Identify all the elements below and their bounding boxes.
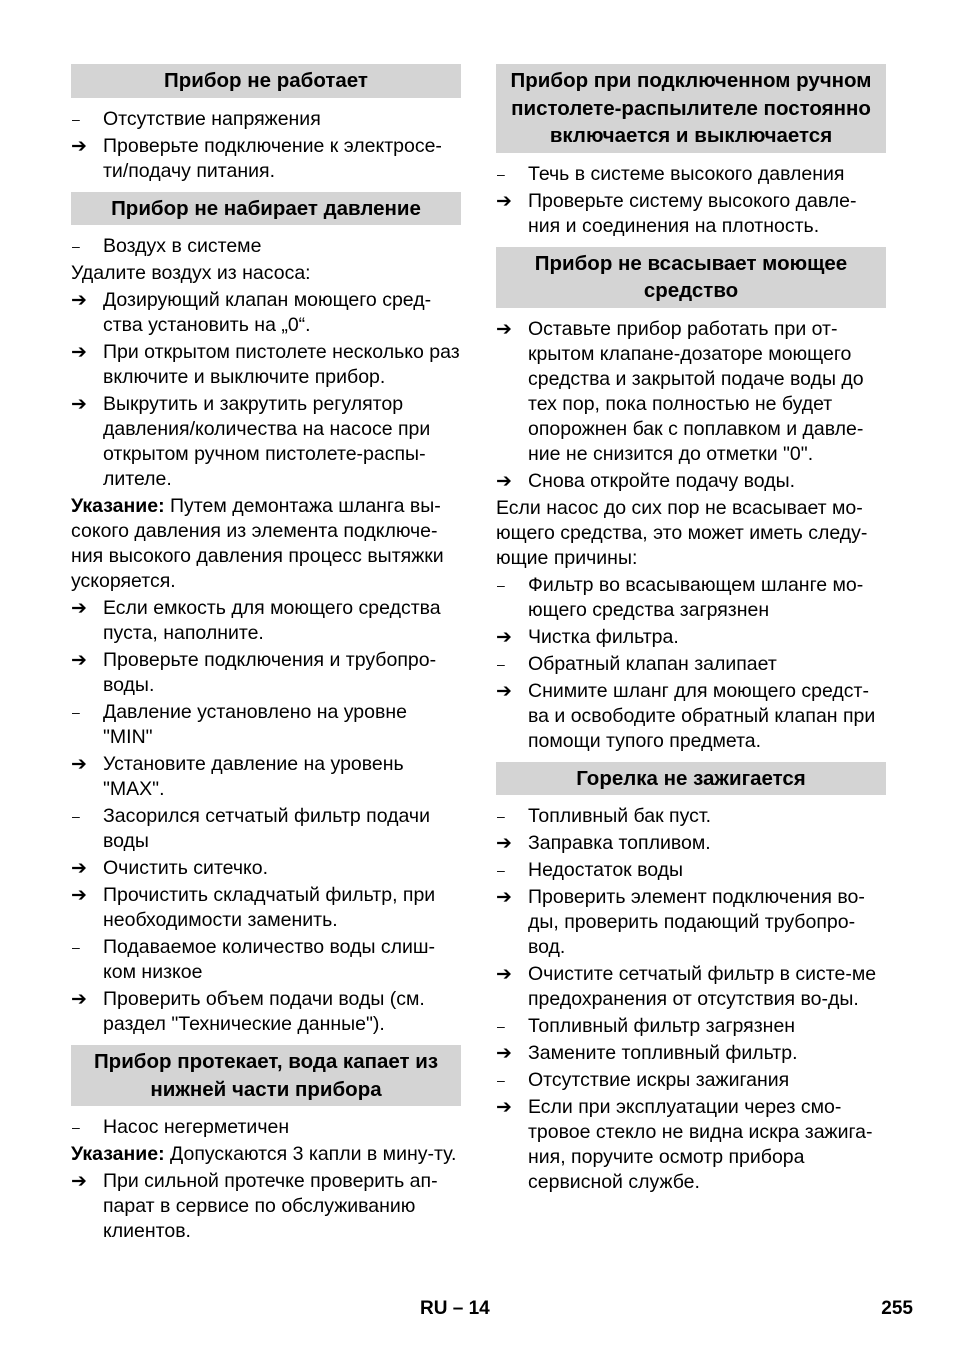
paragraph: Удалите воздух из насоса: (71, 262, 311, 284)
page-number: 255 (881, 1298, 913, 1319)
item-text: При открытом пистолете несколько раз включите и выключите прибор. (103, 341, 460, 388)
item-text: Если при эксплуатации через смо-тровое стекло не видна искра зажига-ния, поручите осмотр прибора сервисной службе. (528, 1096, 873, 1193)
item-text: Оставьте прибор работать при от-крытом клапане-дозаторе моющего средства и закрытой подаче воды до тех пор, пока полностью не будет опорожнен бак с поплавком и давле-ние не снизится до отметки "0". (528, 317, 864, 465)
cause-item (496, 573, 886, 623)
remedy-item (496, 1041, 886, 1066)
dash-bullet-icon: – (72, 1119, 80, 1135)
remedy-item (71, 648, 461, 698)
right-column (496, 64, 886, 1197)
dash-bullet-icon: – (72, 110, 80, 127)
item-text: Проверить элемент подключения во-ды, проверить подающий трубопро-вод. (528, 886, 865, 958)
section-heading: Прибор не работает (71, 64, 461, 98)
item-text: Проверьте подключение к электросе-ти/подачу питания. (103, 134, 442, 182)
item-text: Воздух в системе (103, 235, 262, 257)
item-text: Отсутствие искры зажигания (528, 1069, 790, 1091)
item-text: Отсутствие напряжения (103, 107, 321, 130)
paragraph: Если насос до сих пор не всасывает мо-ющего средства, это может иметь следу-ющие причины: (496, 496, 868, 569)
arrow-right-icon: ➔ (71, 598, 87, 619)
item-text: Проверить объем подачи воды (см. раздел "Технические данные"). (103, 988, 425, 1035)
item-text: Проверьте систему высокого давле-ния и соединения на плотность. (528, 189, 857, 237)
remedy-item (71, 288, 461, 338)
note-paragraph (71, 494, 461, 594)
cause-item (71, 700, 461, 750)
section-page-label: RU – 14 (420, 1298, 490, 1319)
note-text: Допускаются 3 капли в мину-ту. (164, 1143, 457, 1165)
section-heading: Прибор протекает, вода капает из нижней части прибора (71, 1045, 461, 1106)
arrow-right-icon: ➔ (496, 887, 512, 908)
item-text: Если емкость для моющего средства пуста, наполните. (103, 597, 441, 644)
cause-item (496, 804, 886, 829)
arrow-right-icon: ➔ (71, 650, 87, 671)
dash-bullet-icon: – (72, 238, 80, 254)
dash-bullet-icon: – (497, 1018, 505, 1034)
item-text: Выкрутить и закрутить регулятор давления/количества на насосе при открытом ручном пистолете-распы-лителе. (103, 393, 431, 490)
item-text: Фильтр во всасывающем шланге мо-ющего средства загрязнен (528, 573, 864, 621)
note-label: Указание: (71, 1143, 165, 1165)
cause-item (496, 162, 886, 187)
remedy-item (496, 625, 886, 650)
item-text: Дозирующий клапан моющего сред-ства установить на „0“. (103, 289, 432, 336)
left-column (71, 64, 461, 1246)
dash-bullet-icon: – (497, 655, 505, 672)
arrow-right-icon: ➔ (496, 964, 512, 985)
item-text: Топливный фильтр загрязнен (528, 1015, 796, 1037)
dash-bullet-icon: – (497, 165, 505, 182)
remedy-item (71, 987, 461, 1037)
section-heading: Прибор не всасывает моющее средство (496, 247, 886, 308)
dash-bullet-icon: – (72, 808, 80, 824)
item-text: Снимите шланг для моющего средст-ва и освободите обратный клапан при помощи тупого предмета. (528, 679, 876, 752)
section-heading: Прибор не набирает давление (71, 192, 461, 226)
arrow-right-icon: ➔ (71, 394, 87, 415)
cause-item (71, 107, 461, 132)
note-label: Указание: (71, 495, 165, 517)
item-text: Очистите сетчатый фильтр в систе-ме предохранения от отсутствия во-ды. (528, 963, 877, 1010)
arrow-right-icon: ➔ (496, 190, 512, 212)
item-text: Обратный клапан залипает (528, 652, 777, 675)
dash-bullet-icon: – (497, 1072, 505, 1088)
cause-item (496, 858, 886, 883)
item-text: Давление установлено на уровне "MIN" (103, 701, 407, 748)
item-text: Засорился сетчатый фильтр подачи воды (103, 805, 430, 852)
arrow-right-icon: ➔ (496, 470, 512, 492)
cause-item (496, 652, 886, 677)
dash-bullet-icon: – (497, 576, 505, 593)
remedy-item (496, 469, 886, 494)
cause-item (71, 935, 461, 985)
item-text: Установите давление на уровень "MAX". (103, 753, 404, 800)
arrow-right-icon: ➔ (71, 989, 87, 1010)
item-text: Очистить ситечко. (103, 857, 269, 879)
note-text: Путем демонтажа шланга вы-сокого давления из элемента подключе-ния высокого давления процесс вытяжки ускоряется. (71, 495, 444, 592)
note-paragraph (71, 1142, 461, 1167)
item-text: Насос негерметичен (103, 1116, 290, 1138)
arrow-right-icon: ➔ (71, 135, 87, 157)
remedy-item (496, 885, 886, 960)
arrow-right-icon: ➔ (496, 833, 512, 854)
remedy-item (71, 752, 461, 802)
arrow-right-icon: ➔ (71, 290, 87, 311)
dash-bullet-icon: – (497, 808, 505, 824)
remedy-item (496, 317, 886, 467)
arrow-right-icon: ➔ (71, 858, 87, 879)
item-text: Прочистить складчатый фильтр, при необходимости заменить. (103, 884, 436, 931)
arrow-right-icon: ➔ (496, 626, 512, 648)
item-text: Недостаток воды (528, 859, 684, 881)
cause-item (496, 1014, 886, 1039)
remedy-item (496, 831, 886, 856)
remedy-item (71, 340, 461, 390)
remedy-item (71, 856, 461, 881)
item-text: Чистка фильтра. (528, 625, 679, 648)
arrow-right-icon: ➔ (496, 1097, 512, 1118)
cause-item (71, 234, 461, 259)
item-text: Течь в системе высокого давления (528, 162, 845, 185)
remedy-item (496, 679, 886, 754)
arrow-right-icon: ➔ (496, 680, 512, 702)
dash-bullet-icon: – (72, 939, 80, 955)
arrow-right-icon: ➔ (71, 754, 87, 775)
item-text: Топливный бак пуст. (528, 805, 712, 827)
section-heading: Горелка не зажигается (496, 762, 886, 796)
remedy-item (496, 189, 886, 239)
dash-bullet-icon: – (497, 862, 505, 878)
item-text: Замените топливный фильтр. (528, 1042, 798, 1064)
arrow-right-icon: ➔ (71, 342, 87, 363)
item-text: Подаваемое количество воды слиш-ком низкое (103, 936, 436, 983)
remedy-item (496, 1095, 886, 1195)
remedy-item (71, 1169, 461, 1244)
cause-item (71, 804, 461, 854)
remedy-item (496, 962, 886, 1012)
arrow-right-icon: ➔ (71, 1171, 87, 1192)
item-text: Проверьте подключения и трубопро-воды. (103, 649, 437, 696)
item-text: Снова откройте подачу воды. (528, 469, 796, 492)
item-text: Заправка топливом. (528, 832, 711, 854)
arrow-right-icon: ➔ (496, 1043, 512, 1064)
remedy-item (71, 883, 461, 933)
section-heading: Прибор при подключенном ручном пистолете-распылителе постоянно включается и выключается (496, 64, 886, 153)
remedy-item (71, 392, 461, 492)
item-text: При сильной протечке проверить ап-парат в сервисе по обслуживанию клиентов. (103, 1170, 438, 1242)
dash-bullet-icon: – (72, 704, 80, 720)
arrow-right-icon: ➔ (496, 318, 512, 340)
remedy-item (71, 596, 461, 646)
cause-item (496, 1068, 886, 1093)
cause-item (71, 1115, 461, 1140)
arrow-right-icon: ➔ (71, 885, 87, 906)
remedy-item (71, 134, 461, 184)
